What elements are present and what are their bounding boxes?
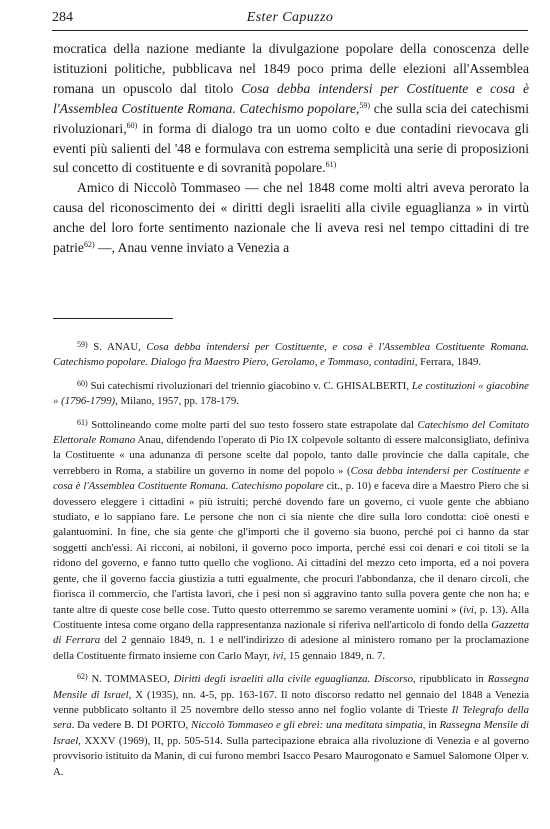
footnote-ref-60[interactable]: 60) xyxy=(126,120,138,130)
footnotes xyxy=(53,340,529,788)
paragraph-1: mocratica della nazione mediante la divulgazione popolare della conoscenza delle istituzioni politiche, pubblicava nel 1849 poco prima delle elezioni all'Assemblea romana un opuscolo dal titolo Cosa debba intendersi per Costituente e cosa è l'Assemblea Costituente Romana. Catechismo popolare,$^{59)}$ che sulla scia dei catechismi rivoluzionari,$^{60)}$ in forma di dialogo tra un uomo colto e due contadini rievocava gli eventi più salienti del '48 e formulava con estrema semplicità una serie di proposizioni sul concetto di costituente e di sovranità popolare.$^{61)}$ xyxy=(53,41,529,176)
pamphlet-title: Cosa debba intendersi per Costituente e cosa è l'Assemblea Costituente Romana. Catechismo popolare, xyxy=(53,80,529,116)
footnote-61: $^{61)}$ Sottolineando come molte parti del suo testo fossero state estrapolate dal Catechismo del Comitato Elettorale Romano Anau, difendendo l'operato di Pio IX colpevole soltanto di essere malconsigliato, definiva la Costituente « una adunanza di persone scelte dal popolo, tanto dalle provincie che dalla capitale, che verrebbero in Roma, a stabilire un governo in nome del popolo » (Cosa debba intendersi per Costituente e cosa è l'Assemblea Costituente Romana. Catechismo popolare cit., p. 10) e faceva dire a Maestro Piero che si dovessero eleggere i cittadini « più istruiti; perché dovendo fare un governo, ci vuole gente che abbiano studiato, e lo sappiano fare. Le persone che non ci sia niente che dire sulla loro condotta: cioè onesti e galantuomini. In fine, che sia gente che gl'importi che il governo sia buono, perché poi ci hanno da star soggetti anch'essi. Ai ricconi, ai nobiloni, il governo poco importa, perché essi coi denari e coi titoli se la ridono del governo, e fanno tutto quello che vogliono. Ai cittadini del mezzo ceto importa, ed a noi povera gente, che il governo faccia giustizia a tutti egualmente, che procuri l'abbondanza, che il denaro circoli, che fiorisca il commercio, che l'artista lavori, che i pesi non si aggravino tanto sulla povera gente che non ha; e tante altre di queste cose belle cose. Tutto questo otterremmo se saremo veramente uomini » (ivi, p. 13). Alla Costituente intesa come organo della rappresentanza nazionale si riferiva nell'articolo di fondo della Gazzetta di Ferrara del 2 gennaio 1849, n. 1 e nell'indirizzo di adesione al ministero romano per la proclamazione della Costituente firmato insieme con Carlo Mayr, ivi, 15 gennaio 1849, n. 7. xyxy=(53,417,529,662)
footnote-ref-62[interactable]: 62) xyxy=(83,240,95,250)
page-header xyxy=(52,8,528,31)
footnote-60: $^{60)}$ Sui catechismi rivoluzionari del triennio giacobino v. C. GHISALBERTI, Le costituzioni « giacobine » (1796-1799), Milano, 1957, pp. 178-179. xyxy=(53,378,529,408)
main-text xyxy=(53,39,529,258)
footnote-ref-61[interactable]: 61) xyxy=(325,160,337,170)
footnote-divider xyxy=(53,318,173,319)
footnote-ref-59[interactable]: 59) xyxy=(359,100,371,110)
running-head: Ester Capuzzo xyxy=(246,10,334,25)
footnote-62: $^{62)}$ N. TOMMASEO, Diritti degli israeliti alla civile eguaglianza. Discorso, ripubblicato in Rassegna Mensile di Israel, X (1935), nn. 4-5, pp. 163-167. Il noto discorso redatto nel gennaio del 1848 a Venezia venne pubblicato soltanto il 25 novembre dello stesso anno nel foglio volante di Trieste Il Telegrafo della sera. Da vedere B. DI PORTO, Niccolò Tommaseo e gli ebrei: una meditata simpatia, in Rassegna Mensile di Israel, XXXV (1969), II, pp. 505-514. Sulla partecipazione ebraica alla rivoluzione di Venezia e al governo provvisorio istituito da Manin, di cui furono membri Isacco Pesaro Maurogonato e Samuel Salomone Olper v. A. xyxy=(53,672,530,778)
page-number: 284 xyxy=(52,10,73,25)
footnote-59: $^{59)}$ S. ANAU, Cosa debba intendersi per Costituente, e cosa è l'Assemblea Costituente Romana. Catechismo popolare. Dialogo fra Maestro Piero, Gerolamo, e Tommaso, contadini, Ferrara, 1849. xyxy=(53,340,530,369)
paragraph-2: Amico di Niccolò Tommaseo — che nel 1848 come molti altri aveva perorato la causa del riconoscimento dei « diritti degli israeliti alla civile eguaglianza » in virtù anche del loro forte sentimento nazionale che li aveva resi nel tempo cittadini di tre patrie$^{62)}$ —, Anau venne inviato a Venezia a xyxy=(53,180,529,256)
